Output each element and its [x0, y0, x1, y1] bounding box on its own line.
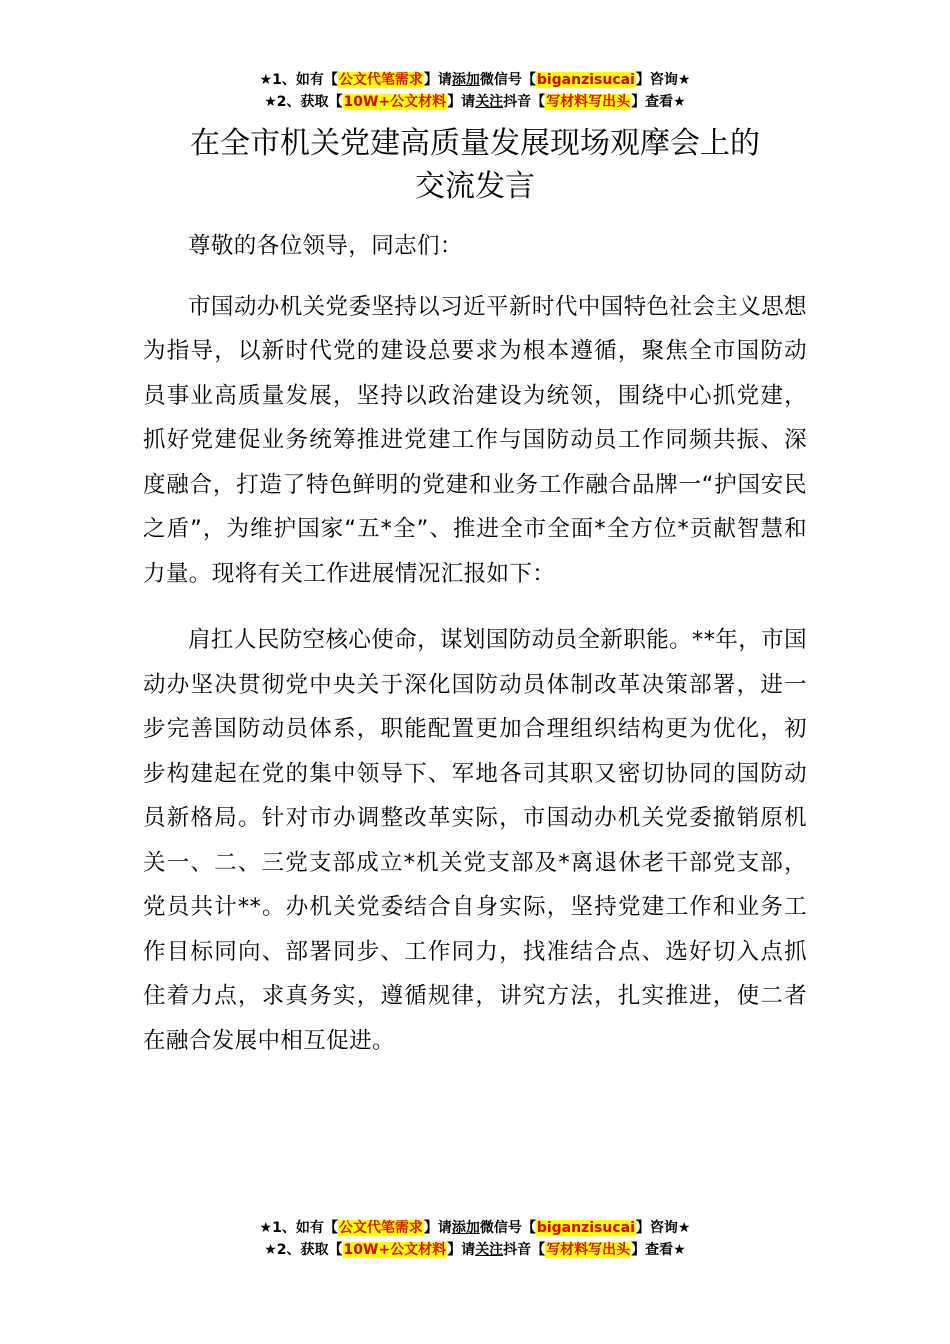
highlight-materials: 10W+公文材料 [343, 1242, 447, 1258]
title-line-2: 交流发言 [415, 169, 535, 204]
banner-line-2: ★2、获取【10W+公文材料】请关注抖音【写材料写出头】查看★ [264, 94, 686, 110]
greeting: 尊敬的各位领导，同志们： [188, 233, 463, 259]
banner-line-1: ★1、如有【公文代笔需求】请添加微信号【biganzisucai】咨询★ [259, 1220, 691, 1236]
highlight-douyin-account: 写材料写出头 [546, 1242, 631, 1258]
document-title [0, 122, 950, 208]
paragraph-intro: 市国动办机关党委坚持以习近平新时代中国特色社会主义思想为指导，以新时代党的建设总要求为根本遵循，聚焦全市国防动员事业高质量发展，坚持以政治建设为统领，围绕中心抓党建，抓好党建促业务统筹推进党建工作与国防动员工作同频共振、深度融合，打造了特色鲜明的党建和业务工作融合品牌一“护国安民之盾”，为维护国家“五*全”、推进全市全面*全方位*贡献智慧和力量。现将有关工作进展情况汇报如下： [143, 293, 807, 587]
highlight-douyin-account: 写材料写出头 [546, 94, 631, 110]
highlight-wechat-id: biganzisucai [536, 72, 635, 88]
highlight-writing-service: 公文代笔需求 [338, 1220, 423, 1236]
paragraph-section-1: 肩扛人民防空核心使命，谋划国防动员全新职能。**年，市国动办坚决贯彻党中央关于深化国防动员体制改革决策部署，进一步完善国防动员体系，职能配置更加合理组织结构更为优化，初步构建起在党的集中领导下、军地各司其职又密切协同的国防动员新格局。针对市办调整改革实际，市国动办机关党委撤销原机关一、二、三党支部成立*机关党支部及*离退休老干部党支部，党员共计**。办机关党委结合自身实际，坚持党建工作和业务工作目标同向、部署同步、工作同力，找准结合点、选好切入点抓住着力点，求真务实，遵循规律，讲究方法，扎实推进，使二者在融合发展中相互促进。 [143, 627, 807, 1054]
header-banner [0, 69, 950, 113]
footer-banner [0, 1217, 950, 1261]
highlight-writing-service: 公文代笔需求 [338, 72, 423, 88]
banner-line-1: ★1、如有【公文代笔需求】请添加微信号【biganzisucai】咨询★ [259, 72, 691, 88]
highlight-materials: 10W+公文材料 [343, 94, 447, 110]
document-body [143, 224, 807, 1072]
title-line-1: 在全市机关党建高质量发展现场观摩会上的 [190, 126, 760, 161]
highlight-wechat-id: biganzisucai [536, 1220, 635, 1236]
banner-line-2: ★2、获取【10W+公文材料】请关注抖音【写材料写出头】查看★ [264, 1242, 686, 1258]
